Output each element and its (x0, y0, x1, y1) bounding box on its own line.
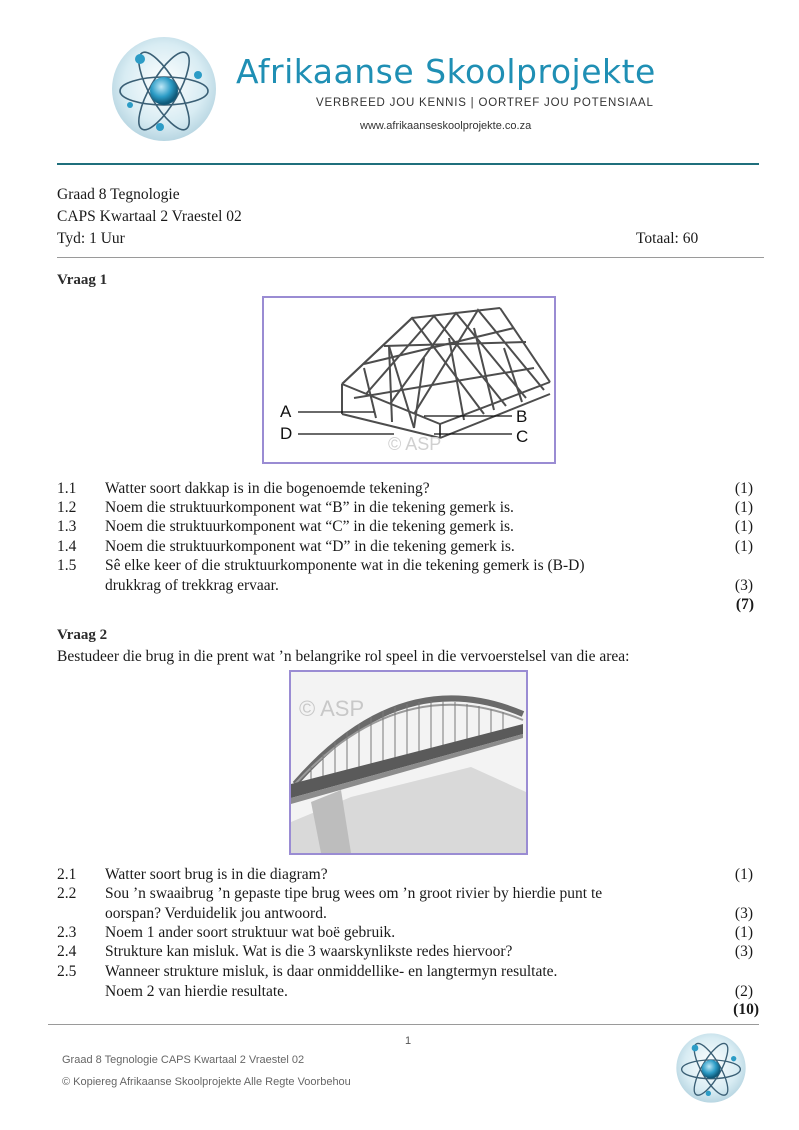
question2-intro: Bestudeer die brug in die prent wat ’n belangrike rol speel in die vervoerstelsel van die area: (57, 648, 630, 665)
question-text: Sê elke keer of die struktuurkomponente wat in die tekening gemerk is (B-D) (105, 557, 585, 574)
question-number: 1.2 (57, 499, 77, 516)
question-number: 2.4 (57, 943, 77, 960)
question-text: Noem 2 van hierdie resultate. (105, 983, 288, 1000)
question-marks: (1) (734, 518, 753, 535)
grade-subject: Graad 8 Tegnologie (57, 186, 180, 203)
question-marks: (1) (734, 924, 753, 941)
question-text: Strukture kan misluk. Wat is die 3 waarskynlikste redes hiervoor? (105, 943, 513, 960)
truss-label-b: B (516, 407, 528, 426)
atom-globe-icon (110, 35, 218, 143)
truss-watermark: © ASP (388, 434, 442, 454)
question-marks: (2) (734, 983, 753, 1000)
question-number: 2.5 (57, 963, 77, 980)
total-label: Totaal: 60 (636, 230, 699, 247)
question-number: 1.3 (57, 518, 77, 535)
question1-total: (7) (735, 596, 754, 613)
question-text: Noem die struktuurkomponent wat “D” in die tekening gemerk is. (105, 538, 515, 555)
question-number: 2.3 (57, 924, 77, 941)
brand-tagline: VERBREED JOU KENNIS | OORTREF JOU POTENSIAAL (316, 97, 654, 109)
page-number: 1 (405, 1035, 412, 1047)
question1-heading: Vraag 1 (57, 272, 108, 288)
footer-paper-title: Graad 8 Tegnologie CAPS Kwartaal 2 Vraestel 02 (62, 1054, 305, 1066)
truss-label-c: C (516, 427, 529, 446)
question-text: Sou ’n swaaibrug ’n gepaste tipe brug wees om ’n groot rivier by hierdie punt te (105, 885, 603, 902)
bridge-figure (289, 670, 528, 855)
question-marks: (1) (734, 480, 753, 497)
bridge-watermark: © ASP (299, 696, 365, 721)
question-text: Wanneer strukture misluk, is daar onmiddellike- en langtermyn resultate. (105, 963, 558, 980)
time-label: Tyd: 1 Uur (57, 230, 125, 247)
question-text: Watter soort dakkap is in die bogenoemde tekening? (105, 480, 430, 497)
question-marks: (3) (734, 905, 753, 922)
question-number: 2.1 (57, 866, 77, 883)
atom-globe-icon (675, 1032, 747, 1104)
question-marks: (1) (734, 499, 753, 516)
question2-heading: Vraag 2 (57, 627, 108, 643)
header-divider (57, 163, 759, 165)
question-text: Watter soort brug is in die diagram? (105, 866, 328, 883)
question-marks: (1) (734, 538, 753, 555)
question-number: 1.1 (57, 480, 77, 497)
roof-truss-diagram (264, 298, 554, 462)
question-number: 1.5 (57, 557, 77, 574)
question-text: Noem die struktuurkomponent wat “B” in die tekening gemerk is. (105, 499, 514, 516)
brand-website: www.afrikaanseskoolprojekte.co.za (360, 120, 532, 132)
question-text: Noem 1 ander soort struktuur wat boë gebruik. (105, 924, 396, 941)
paper-title: CAPS Kwartaal 2 Vraestel 02 (57, 208, 242, 225)
question2-total: (10) (733, 1001, 759, 1018)
truss-label-a: A (280, 402, 292, 421)
question-marks: (1) (734, 866, 753, 883)
question-text: oorspan? Verduidelik jou antwoord. (105, 905, 327, 922)
info-divider (57, 257, 764, 258)
question-number: 2.2 (57, 885, 77, 902)
arch-bridge-image (291, 672, 526, 853)
question-marks: (3) (734, 577, 753, 594)
brand-title: Afrikaanse Skoolprojekte (236, 52, 656, 91)
question-marks: (3) (734, 943, 753, 960)
truss-label-d: D (280, 424, 293, 443)
roof-truss-figure (262, 296, 556, 464)
footer-divider (48, 1024, 759, 1025)
question-number: 1.4 (57, 538, 77, 555)
footer-copyright: © Kopiereg Afrikaanse Skoolprojekte Alle Regte Voorbehou (62, 1076, 351, 1088)
question-text: Noem die struktuurkomponent wat “C” in die tekening gemerk is. (105, 518, 514, 535)
question-text: drukkrag of trekkrag ervaar. (105, 577, 279, 594)
